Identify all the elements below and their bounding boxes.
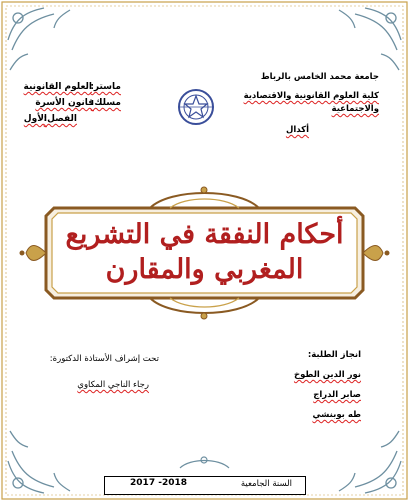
campus-name: أكدال: [285, 125, 309, 135]
corner-ornament-top-left: [8, 8, 70, 70]
title-frame: [20, 187, 390, 319]
students-label: انجاز الطلبة:: [307, 350, 361, 360]
student-name: نور الدين الطوخ: [293, 370, 361, 380]
master-value: العلوم القانونية: [23, 82, 92, 92]
university-logo: [178, 90, 214, 124]
semester-value: الأول: [23, 114, 47, 124]
specialty-label: مسلك:: [90, 98, 121, 108]
specialty-value: قانون الأسرة: [35, 98, 94, 108]
faculty-name: كلية العلوم القانونية والاقتصادية والاجتماعية: [243, 91, 379, 114]
academic-year-label: السنة الجامعية: [240, 479, 292, 489]
student-name: صابر الدراج: [313, 390, 361, 400]
academic-year-value: 2017 -2018: [130, 478, 187, 488]
university-name: جامعة محمد الخامس بالرباط: [260, 72, 379, 82]
supervisor-name: رجاء الناجي المكاوي: [77, 380, 149, 390]
master-label: ماستر:: [90, 82, 121, 92]
student-name: طه بوبنشي: [312, 410, 361, 420]
corner-ornament-top-right: [339, 8, 401, 70]
thesis-title-line-1: أحكام النفقة في التشريع: [65, 219, 344, 250]
thesis-title-line-2: المغربي والمقارن: [105, 254, 304, 285]
supervisor-label: تحت إشراف الأستاذة الدكتورة:: [49, 354, 159, 364]
corner-ornament-bottom-left: [8, 431, 70, 493]
corner-ornament-bottom-right: [339, 431, 401, 493]
semester-label: الفصل:: [43, 114, 77, 124]
bottom-ornament: [180, 457, 229, 468]
